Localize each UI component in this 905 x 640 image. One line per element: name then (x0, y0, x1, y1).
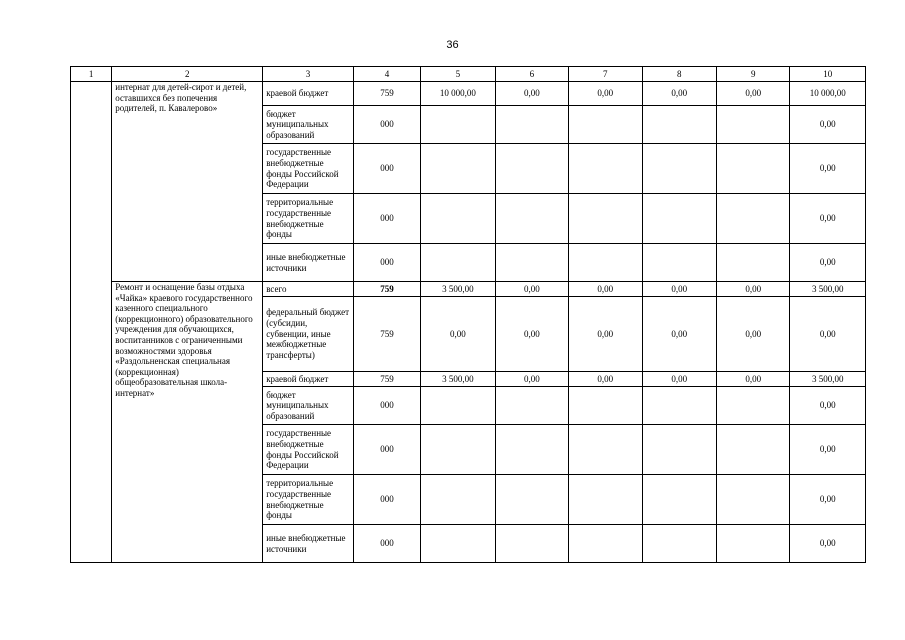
code-cell: 000 (353, 475, 420, 525)
value-cell (421, 387, 495, 425)
funding-source: территориальные государственные внебюджетные фонды (263, 194, 354, 244)
total-cell: 0,00 (790, 425, 866, 475)
value-cell (642, 387, 716, 425)
code-cell: 000 (353, 144, 420, 194)
funding-source: иные внебюджетные источники (263, 244, 354, 282)
total-cell: 0,00 (790, 297, 866, 372)
value-cell: 0,00 (642, 297, 716, 372)
total-cell: 0,00 (790, 144, 866, 194)
value-cell (495, 425, 568, 475)
value-cell (642, 144, 716, 194)
value-cell (495, 106, 568, 144)
value-cell (421, 244, 495, 282)
funding-source: всего (263, 282, 354, 297)
value-cell: 3 500,00 (421, 372, 495, 387)
value-cell (569, 144, 642, 194)
value-cell: 0,00 (495, 372, 568, 387)
value-cell: 0,00 (421, 297, 495, 372)
total-cell: 0,00 (790, 194, 866, 244)
header-cell: 2 (112, 67, 263, 82)
value-cell (642, 475, 716, 525)
value-cell (642, 525, 716, 563)
value-cell: 0,00 (569, 372, 642, 387)
value-cell: 0,00 (569, 282, 642, 297)
funding-source: иные внебюджетные источники (263, 525, 354, 563)
total-cell: 0,00 (790, 387, 866, 425)
value-cell (569, 425, 642, 475)
table-row (71, 282, 866, 297)
code-cell: 000 (353, 194, 420, 244)
value-cell (495, 387, 568, 425)
header-cell: 10 (790, 67, 866, 82)
item-name: интернат для детей-сирот и детей, оставшихся без попечения родителей, п. Кавалерово» (112, 82, 263, 282)
funding-source: краевой бюджет (263, 372, 354, 387)
value-cell: 10 000,00 (421, 82, 495, 106)
header-cell: 8 (642, 67, 716, 82)
total-cell: 0,00 (790, 475, 866, 525)
code-cell: 000 (353, 525, 420, 563)
funding-source: бюджет муниципальных образований (263, 387, 354, 425)
value-cell (495, 194, 568, 244)
item-name: Ремонт и оснащение базы отдыха «Чайка» краевого государственного казенного специального (коррекционного) образовательного учреждения для обучающихся, воспитанников с ограниченными возможностями здоровья «Раздольненская специальная (коррекционная) общеобразовательная школа-интернат» (112, 282, 263, 563)
funding-source: краевой бюджет (263, 82, 354, 106)
value-cell: 0,00 (642, 372, 716, 387)
code-cell: 759 (353, 372, 420, 387)
total-cell: 3 500,00 (790, 372, 866, 387)
header-cell: 6 (495, 67, 568, 82)
header-cell: 5 (421, 67, 495, 82)
header-cell: 9 (716, 67, 789, 82)
value-cell (495, 525, 568, 563)
funding-source: территориальные государственные внебюджетные фонды (263, 475, 354, 525)
total-cell: 10 000,00 (790, 82, 866, 106)
budget-table (70, 66, 866, 563)
value-cell: 0,00 (495, 282, 568, 297)
value-cell (421, 425, 495, 475)
value-cell: 0,00 (716, 297, 789, 372)
value-cell (495, 144, 568, 194)
value-cell: 3 500,00 (421, 282, 495, 297)
code-cell: 000 (353, 244, 420, 282)
value-cell (421, 144, 495, 194)
value-cell (569, 525, 642, 563)
value-cell: 0,00 (716, 282, 789, 297)
value-cell: 0,00 (495, 82, 568, 106)
value-cell (495, 475, 568, 525)
code-cell: 000 (353, 425, 420, 475)
value-cell (421, 475, 495, 525)
total-cell: 0,00 (790, 244, 866, 282)
code-cell: 759 (353, 297, 420, 372)
value-cell (421, 525, 495, 563)
value-cell (716, 387, 789, 425)
value-cell (716, 144, 789, 194)
header-cell: 3 (263, 67, 354, 82)
total-cell: 3 500,00 (790, 282, 866, 297)
index-cell (71, 82, 112, 563)
value-cell (716, 194, 789, 244)
code-cell: 000 (353, 387, 420, 425)
value-cell (421, 194, 495, 244)
value-cell (642, 194, 716, 244)
value-cell (642, 106, 716, 144)
value-cell: 0,00 (569, 82, 642, 106)
value-cell (421, 106, 495, 144)
value-cell (642, 425, 716, 475)
value-cell (569, 475, 642, 525)
header-row (71, 67, 866, 82)
value-cell (716, 425, 789, 475)
header-cell: 1 (71, 67, 112, 82)
value-cell: 0,00 (642, 282, 716, 297)
value-cell (495, 244, 568, 282)
table-row (71, 82, 866, 106)
funding-source: государственные внебюджетные фонды Российской Федерации (263, 144, 354, 194)
total-cell: 0,00 (790, 106, 866, 144)
page-number: 36 (446, 39, 459, 51)
value-cell (716, 475, 789, 525)
code-cell: 000 (353, 106, 420, 144)
header-cell: 7 (569, 67, 642, 82)
code-cell: 759 (353, 282, 420, 297)
value-cell (569, 194, 642, 244)
value-cell (716, 525, 789, 563)
total-cell: 0,00 (790, 525, 866, 563)
value-cell: 0,00 (716, 372, 789, 387)
value-cell (569, 244, 642, 282)
value-cell (569, 387, 642, 425)
funding-source: федеральный бюджет (субсидии, субвенции, иные межбюджетные трансферты) (263, 297, 354, 372)
value-cell (569, 106, 642, 144)
header-cell: 4 (353, 67, 420, 82)
value-cell (642, 244, 716, 282)
funding-source: государственные внебюджетные фонды Российской Федерации (263, 425, 354, 475)
value-cell (716, 106, 789, 144)
value-cell: 0,00 (716, 82, 789, 106)
funding-source: бюджет муниципальных образований (263, 106, 354, 144)
value-cell (716, 244, 789, 282)
value-cell: 0,00 (569, 297, 642, 372)
value-cell: 0,00 (495, 297, 568, 372)
code-cell: 759 (353, 82, 420, 106)
value-cell: 0,00 (642, 82, 716, 106)
